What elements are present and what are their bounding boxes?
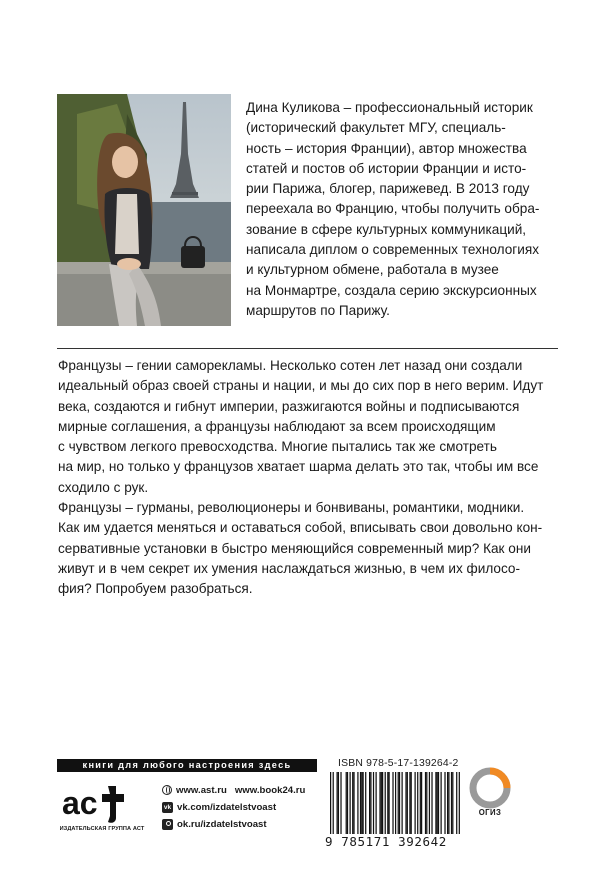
bio-line: маршрутов по Парижу. <box>246 302 390 318</box>
barcode-bar <box>363 772 364 834</box>
globe-icon <box>162 785 172 795</box>
annotation-line: сервативные установки в быстро меняющийся современный мир? Как они <box>58 540 531 556</box>
barcode-bar <box>438 772 439 834</box>
barcode-bar <box>330 772 331 834</box>
barcode-bar <box>441 772 442 834</box>
barcode-bar <box>444 772 445 834</box>
barcode-digits: 9 785171 392642 <box>325 834 447 849</box>
barcode-bar <box>411 772 412 834</box>
barcode-bar <box>382 772 383 834</box>
barcode-bar <box>381 772 382 834</box>
barcode-bar <box>417 772 418 834</box>
barcode-bar <box>425 772 426 834</box>
barcode-bar <box>340 772 341 834</box>
barcode-bar <box>415 772 416 834</box>
annotation-line: сходило с рук. <box>58 479 149 495</box>
annotation-paragraph-1 <box>58 356 558 498</box>
annotation-line: Французы – гении саморекламы. Несколько сотен лет назад они создали <box>58 358 523 373</box>
barcode-bar <box>385 772 386 834</box>
barcode-bar <box>459 772 460 834</box>
barcode-bar <box>456 772 457 834</box>
vk-icon: vk <box>163 803 172 811</box>
barcode-bar <box>387 772 388 834</box>
bio-line: ность – история Франции), автор множества <box>246 140 527 156</box>
author-photo <box>57 94 231 326</box>
barcode-bar <box>451 772 452 834</box>
barcode-bar <box>399 772 400 834</box>
ok-icon <box>162 819 173 830</box>
barcode-bar <box>361 772 362 834</box>
isbn: ISBN 978-5-17-139264-2 <box>338 758 459 769</box>
ogiz-label: ОГИЗ <box>478 808 502 817</box>
annotation <box>58 356 558 600</box>
barcode-bar <box>448 772 449 834</box>
bio-line: Дина Куликова – профессиональный историк <box>246 100 533 115</box>
barcode <box>330 772 460 834</box>
barcode-bar <box>379 772 380 834</box>
barcode-bar <box>338 772 339 834</box>
barcode-bar <box>333 772 334 834</box>
barcode-bar <box>376 772 377 834</box>
site-link-book24[interactable]: www.book24.ru <box>234 784 306 796</box>
annotation-line: мирные соглашения, а французы наблюдают за всем происходящим <box>58 418 496 434</box>
bio-line: рии Парижа, блогер, парижевед. В 2013 году <box>246 181 530 197</box>
barcode-bar <box>346 772 347 834</box>
barcode-bar <box>389 772 390 834</box>
annotation-paragraph-2 <box>58 498 558 599</box>
barcode-bar <box>421 772 422 834</box>
ok-link[interactable]: ok.ru/izdatelstvoast <box>177 818 267 830</box>
vk-link[interactable]: vk.com/izdatelstvoast <box>177 801 277 813</box>
barcode-bar <box>452 772 453 834</box>
annotation-line: Как им удается меняться и оставаться собой, вписывать свои довольно кон- <box>58 520 543 536</box>
barcode-bar <box>369 772 370 834</box>
barcode-bar <box>407 772 408 834</box>
barcode-bar <box>350 772 351 834</box>
barcode-bar <box>365 772 366 834</box>
bio-line: статей и постов об истории Франции и исто- <box>246 160 527 176</box>
annotation-line: живут и в чем секрет их умения наслаждаться жизнью, в чем их филосо- <box>58 560 521 576</box>
barcode-bar <box>395 772 396 834</box>
site-link-ast[interactable]: www.ast.ru <box>176 784 227 796</box>
annotation-line: века, создаются и гибнут империи, разжигаются войны и подписываются <box>58 398 520 414</box>
barcode-bar <box>402 772 403 834</box>
barcode-bar <box>429 772 430 834</box>
website-links <box>162 783 312 797</box>
annotation-line: с чувством легкого превосходства. Многие пытались так же смотреть <box>58 439 497 455</box>
tagline-banner: книги для любого настроения здесь <box>57 759 317 772</box>
barcode-bar <box>337 772 338 834</box>
publisher-name: ИЗДАТЕЛЬСКАЯ ГРУППА АСТ <box>59 826 145 832</box>
divider <box>57 348 558 349</box>
barcode-bar <box>347 772 348 834</box>
barcode-bar <box>353 772 354 834</box>
author-bio <box>246 98 558 321</box>
publisher-links <box>162 783 312 834</box>
barcode-bar <box>352 772 353 834</box>
barcode-bar <box>405 772 406 834</box>
bio-line: (исторический факультет МГУ, специаль- <box>246 120 506 136</box>
bio-line: и культурном обмене, работала в музее <box>246 262 499 278</box>
barcode-bar <box>373 772 374 834</box>
annotation-line: фия? Попробуем разобраться. <box>58 581 253 597</box>
ok-link-row <box>162 817 312 831</box>
barcode-bar <box>435 772 436 834</box>
barcode-bar <box>420 772 421 834</box>
barcode-bar <box>437 772 438 834</box>
barcode-bar <box>398 772 399 834</box>
barcode-bar <box>370 772 371 834</box>
barcode-bar <box>447 772 448 834</box>
annotation-line: Французы – гурманы, революционеры и бонвиваны, романтики, модники. <box>58 500 525 516</box>
bio-line: написала диплом о современных технологиях <box>246 242 540 258</box>
annotation-line: идеальный образ своей страны и нации, и мы до сих пор в него верим. Идут <box>58 378 544 394</box>
annotation-line: на мир, но только у французов хватает шарма делать это так, чтобы им все <box>58 459 539 475</box>
vk-link-row <box>162 800 312 814</box>
svg-text:ac: ac <box>62 785 98 821</box>
barcode-bar <box>357 772 358 834</box>
bio-line: зование в сфере культурных коммуникаций, <box>246 221 527 237</box>
ast-logo <box>60 780 140 842</box>
ogiz-logo <box>468 766 512 810</box>
bio-line: на Монмартре, создала серию экскурсионных <box>246 282 537 298</box>
barcode-bar <box>409 772 410 834</box>
barcode-bar <box>426 772 427 834</box>
barcode-bar <box>360 772 361 834</box>
barcode-bar <box>431 772 432 834</box>
barcode-bar <box>392 772 393 834</box>
bio-line: переехала во Францию, чтобы получить обра- <box>246 201 540 217</box>
